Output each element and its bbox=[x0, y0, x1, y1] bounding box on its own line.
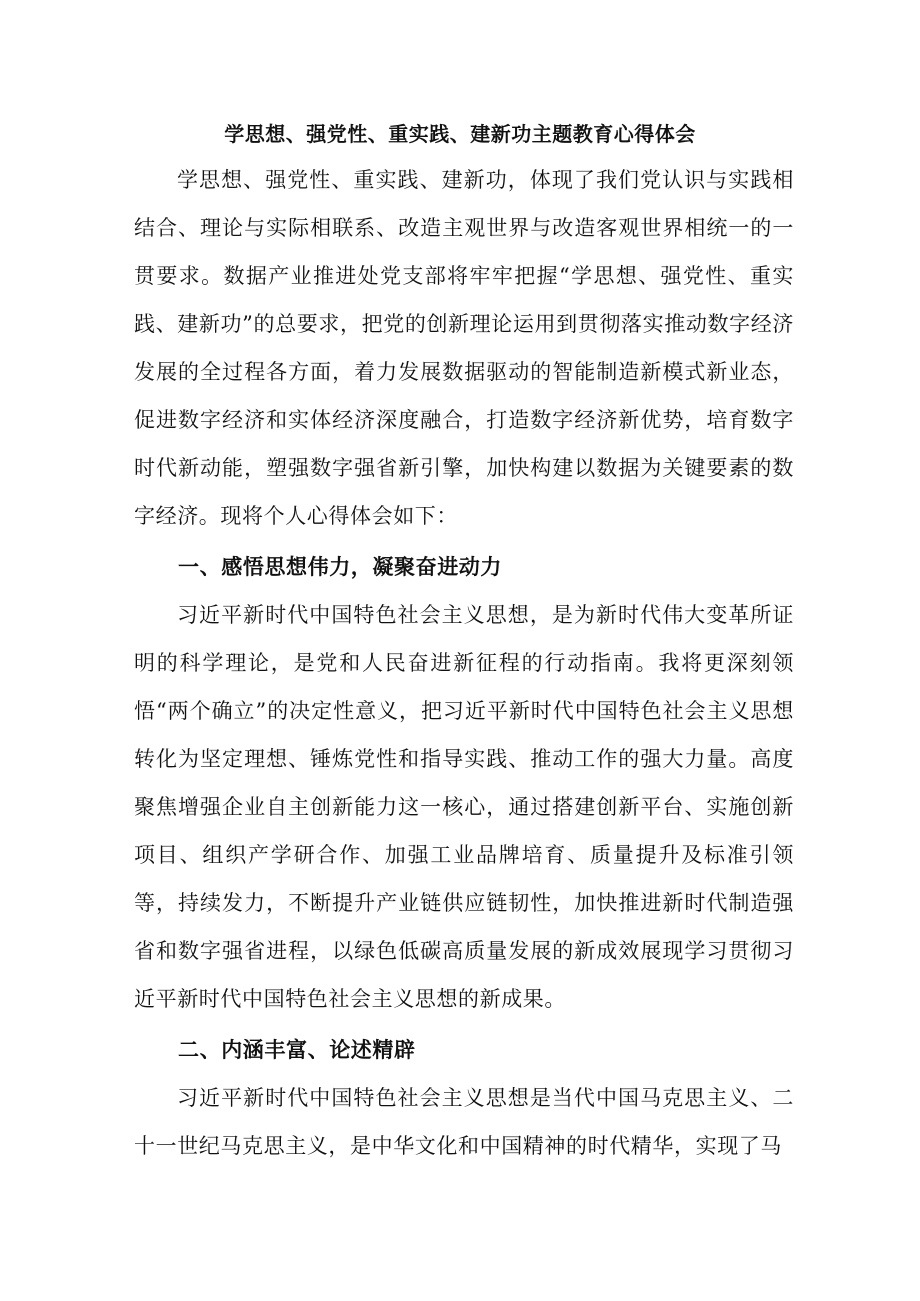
section-paragraph-1: 习近平新时代中国特色社会主义思想，是为新时代伟大变革所证明的科学理论，是党和人民奋进新征程的行动指南。我将更深刻领悟“两个确立”的决定性意义，把习近平新时代中国特色社会主义思想转化为坚定理想、锤炼党性和指导实践、推动工作的强大力量。高度聚焦增强企业自主创新能力这一核心，通过搭建创新平台、实施创新项目、组织产学研合作、加强工业品牌培育、质量提升及标准引领等，持续发力，不断提升产业链供应链韧性，加快推进新时代制造强省和数字强省进程，以绿色低碳高质量发展的新成效展现学习贯彻习近平新时代中国特色社会主义思想的新成果。 bbox=[134, 603, 794, 1011]
section-heading-2: 二、内涵丰富、论述精辟 bbox=[178, 1037, 416, 1062]
document-title: 学思想、强党性、重实践、建新功主题教育心得体会 bbox=[224, 122, 696, 146]
section-heading-1: 一、感悟思想伟力，凝聚奋进动力 bbox=[178, 554, 502, 579]
section-paragraph-2: 习近平新时代中国特色社会主义思想是当代中国马克思主义、二十一世纪马克思主义，是中华文化和中国精神的时代精华，实现了马 bbox=[134, 1086, 794, 1158]
intro-paragraph: 学思想、强党性、重实践、建新功，体现了我们党认识与实践相结合、理论与实际相联系、改造主观世界与改造客观世界相统一的一贯要求。数据产业推进处党支部将牢牢把握“学思想、强党性、重实践、建新功”的总要求，把党的创新理论运用到贯彻落实推动数字经济发展的全过程各方面，着力发展数据驱动的智能制造新模式新业态，促进数字经济和实体经济深度融合，打造数字经济新优势，培育数字时代新动能，塑强数字强省新引擎，加快构建以数据为关键要素的数字经济。现将个人心得体会如下： bbox=[134, 168, 794, 528]
